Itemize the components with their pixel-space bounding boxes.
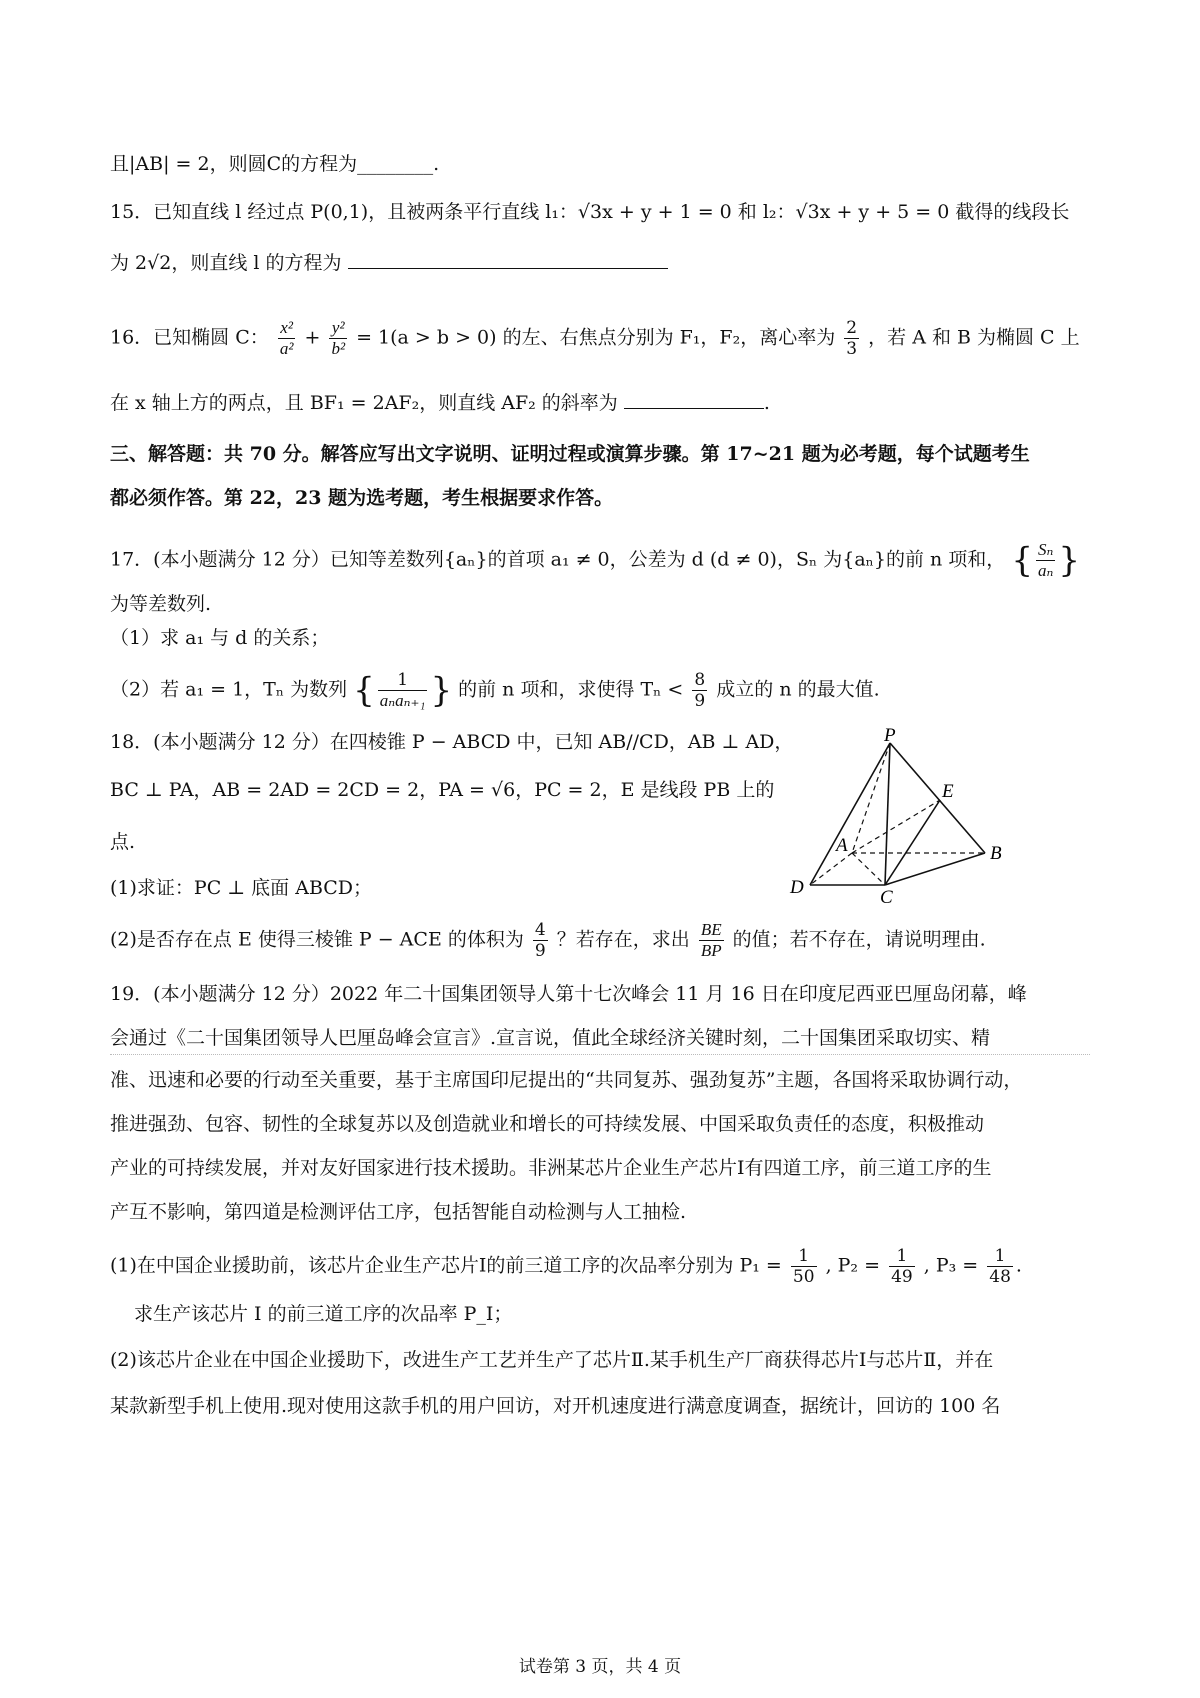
label-c: C: [880, 887, 893, 905]
answer-blank: [348, 248, 668, 269]
q16-line1: 16．已知椭圆 C： $\frac{\text{x²}}{\text{a²}}$ + $\frac{\text{y²}}{\text{b²}}$ = 1(a > b > 0) 的左、右焦点分别为 F₁，F₂，离心率为 $\frac{2}{3}$ ，若 A 和 B 为椭圆 C 上: [110, 318, 1080, 359]
q19-line2: 会通过《二十国集团领导人巴厘岛峰会宣言》.宣言说，值此全球经济关键时刻，二十国集团采取切实、精: [110, 1027, 991, 1049]
fraction-eccentricity: $\frac{2}{3}$: [846, 318, 858, 359]
pyramid-figure: [780, 725, 1020, 905]
edge-pb: [890, 743, 985, 853]
section3-heading-2: 都必须作答。第 22，23 题为选考题，考生根据要求作答。: [110, 487, 614, 509]
q19-line3: 准、迅速和必要的行动至关重要，基于主席国印尼提出的“共同复苏、强劲复苏”主题，各国将采取协调行动，: [110, 1069, 1023, 1091]
label-e: E: [942, 781, 954, 802]
q19-part1: (1)在中国企业援助前，该芯片企业生产芯片Ⅰ的前三道工序的次品率分别为 P₁ = $\frac{1}{50}$ , P₂ = $\frac{1}{49}$ , P₃ = $\frac{1}{48}$ .: [110, 1246, 1022, 1287]
label-b: B: [990, 843, 1002, 864]
q19-part2-line2: 某款新型手机上使用.现对使用这款手机的用户回访，对开机速度进行满意度调查，据统计，回访的 100 名: [110, 1395, 1001, 1417]
edge-pd: [810, 743, 890, 885]
fraction-y2-b2: $\frac{\text{y²}}{\text{b²}}$: [331, 318, 346, 358]
q17-line1: 17．(本小题满分 12 分）已知等差数列{aₙ}的首项 a₁ ≠ 0，公差为 d (d ≠ 0)，Sₙ 为{aₙ}的前 n 项和， { $\frac{\text{Sₙ}}{\text{aₙ}}$ }: [110, 540, 1080, 581]
q16-line2-text: 在 x 轴上方的两点，且 BF₁ = 2AF₂，则直线 AF₂ 的斜率为: [110, 392, 618, 414]
label-p: P: [884, 725, 896, 746]
edge-ac: [852, 853, 885, 885]
edge-pc: [885, 743, 890, 885]
q15-line1: 15．已知直线 l 经过点 P(0,1)，且被两条平行直线 l₁：√3x + y + 1 = 0 和 l₂：√3x + y + 5 = 0 截得的线段长: [110, 201, 1070, 223]
q17-text: 17．(本小题满分 12 分）已知等差数列{aₙ}的首项 a₁ ≠ 0，公差为 d (d ≠ 0)，Sₙ 为{aₙ}的前 n 项和，: [110, 548, 1006, 571]
label-d: D: [790, 877, 804, 898]
q18-line1: 18．(本小题满分 12 分）在四棱锥 P − ABCD 中，已知 AB//CD，AB ⊥ AD，: [110, 731, 794, 753]
fraction-four-nine: $\frac{4}{9}$: [534, 920, 546, 961]
fraction-x2-a2: $\frac{\text{x²}}{\text{a²}}$: [279, 318, 294, 358]
fraction-eight-nine: $\frac{8}{9}$: [694, 670, 706, 711]
q16-text-a: 16．已知椭圆 C：: [110, 326, 269, 349]
q17-part2: （2）若 a₁ = 1，Tₙ 为数列 { $\frac{1}{\text{aₙaₙ₊₁}}$ } 的前 n 项和，求使得 Tₙ < $\frac{8}{9}$ 成立的 n 的最大值.: [110, 670, 880, 711]
q18-line3: 点.: [110, 831, 136, 853]
edge-ae: [852, 800, 940, 853]
fraction-one-anan1: $\frac{1}{\text{aₙaₙ₊₁}}$: [379, 670, 426, 710]
q15-line2-text: 为 2√2，则直线 l 的方程为: [110, 252, 342, 274]
fraction-be-bp: $\frac{BE}{BP}$: [700, 920, 722, 960]
fraction-sn-an: $\frac{\text{Sₙ}}{\text{aₙ}}$: [1037, 540, 1054, 580]
q19-line4: 推进强劲、包容、韧性的全球复苏以及创造就业和增长的可持续发展、中国采取负责任的态度，积极推动: [110, 1113, 985, 1135]
edge-ec: [885, 800, 940, 885]
q18-part1: (1)求证：PC ⊥ 底面 ABCD；: [110, 877, 373, 899]
answer-blank: [624, 388, 764, 409]
q18-line2: BC ⊥ PA，AB = 2AD = 2CD = 2，PA = √6，PC = 2，E 是线段 PB 上的: [110, 779, 775, 801]
q19-line5: 产业的可持续发展，并对友好国家进行技术援助。非洲某芯片企业生产芯片Ⅰ有四道工序，前三道工序的生: [110, 1157, 992, 1179]
q14-tail: 且|AB| = 2，则圆C的方程为________.: [110, 153, 440, 175]
edge-cb: [885, 853, 985, 885]
page-footer: 试卷第 3 页，共 4 页: [518, 1657, 682, 1677]
q16-text-b: = 1(a > b > 0) 的左、右焦点分别为 F₁，F₂，离心率为: [356, 326, 836, 349]
q16-text-c: ，若 A 和 B 为椭圆 C 上: [868, 326, 1080, 349]
section3-heading-1: 三、解答题：共 70 分。解答应写出文字说明、证明过程或演算步骤。第 17~21 题为必考题，每个试题考生: [110, 443, 1030, 465]
q19-part1-ask: 求生产该芯片 I 的前三道工序的次品率 P_I；: [134, 1303, 513, 1325]
q17-part1: （1）求 a₁ 与 d 的关系；: [110, 627, 330, 649]
edge-ad: [810, 853, 852, 885]
q15-line2: [110, 248, 668, 277]
fraction-p3: $\frac{1}{48}$: [989, 1246, 1011, 1287]
q19-line1: 19．(本小题满分 12 分）2022 年二十国集团领导人第十七次峰会 11 月 16 日在印度尼西亚巴厘岛闭幕，峰: [110, 983, 1027, 1005]
edge-pa: [852, 743, 890, 853]
fraction-p1: $\frac{1}{50}$: [792, 1246, 815, 1287]
q18-part2: (2)是否存在点 E 使得三棱锥 P − ACE 的体积为 $\frac{4}{9}$ ？若存在，求出 $\frac{BE}{BP}$ 的值；若不存在，请说明理由.: [110, 920, 986, 961]
q17-line2: 为等差数列.: [110, 593, 212, 615]
q16-line2: 在 x 轴上方的两点，且 BF₁ = 2AF₂，则直线 AF₂ 的斜率为 .: [110, 388, 770, 417]
label-a: A: [836, 835, 848, 856]
divider: [110, 1054, 1090, 1055]
q19-line6: 产互不影响，第四道是检测评估工序，包括智能自动检测与人工抽检.: [110, 1201, 687, 1223]
fraction-p2: $\frac{1}{49}$: [891, 1246, 913, 1287]
q19-part2-line1: (2)该芯片企业在中国企业援助下，改进生产工艺并生产了芯片Ⅱ.某手机生产厂商获得芯片Ⅰ与芯片Ⅱ，并在: [110, 1349, 994, 1371]
